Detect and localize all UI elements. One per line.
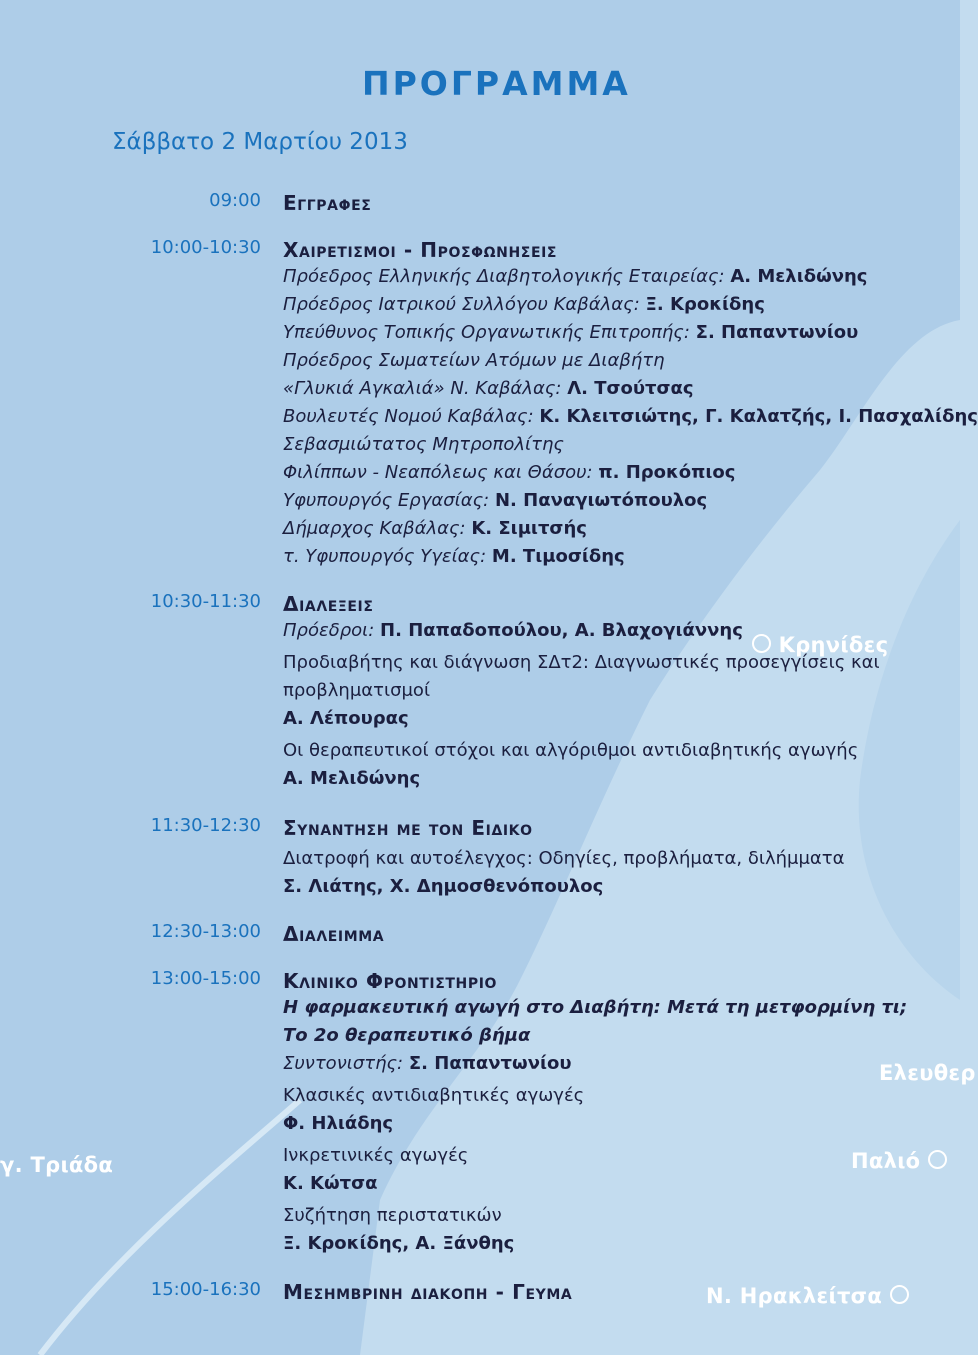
chairs-line: [283, 617, 923, 645]
speaker-role: Υπεύθυνος Τοπικής Οργανωτικής Επιτροπής:: [283, 322, 690, 343]
speaker-name: Λ. Τσούτσας: [567, 378, 694, 399]
talk-title: Οι θεραπευτικοί στόχοι και αλγόριθμοι αντιδιαβητικής αγωγής: [283, 740, 859, 761]
place-label-ag-triada: [0, 1153, 113, 1177]
coordinator-label: Συντονιστής:: [283, 1053, 404, 1074]
speaker-name: Κ. Σιμιτσής: [471, 518, 587, 539]
talk-title: Κλασικές αντιδιαβητικές αγωγές: [283, 1085, 585, 1106]
place-name: γ. Τριάδα: [0, 1153, 114, 1177]
session-title: Χαιρετισμοι - Προσφωνησεις: [283, 238, 558, 262]
talk-title: Ινκρετινικές αγωγές: [283, 1145, 469, 1166]
page-title: ΠΡΟΓΡΑΜΜΑ: [362, 64, 631, 103]
place-name: Παλιό: [851, 1149, 921, 1173]
session-title: Συναντηση με τον Ειδικο: [283, 816, 533, 840]
speaker-role: Υφυπουργός Εργασίας:: [283, 490, 490, 511]
speaker-line: [283, 291, 923, 319]
speaker-name: Ξ. Κροκίδης: [645, 294, 765, 315]
speaker-name: Μ. Τιμοσίδης: [491, 546, 625, 567]
talk-title: Συζήτηση περιστατικών: [283, 1205, 502, 1226]
speaker-line: [283, 487, 923, 515]
coordinator-name: Σ. Παπαντωνίου: [408, 1053, 572, 1074]
speaker-line: [283, 319, 923, 347]
workshop-subtitle: Η φαρμακευτική αγωγή στο Διαβήτη: Μετά τη μετφορμίνη τι;: [283, 997, 908, 1018]
talk-speaker: Ξ. Κροκίδης, Α. Ξάνθης: [283, 1233, 515, 1254]
speaker-line: [283, 347, 923, 375]
talk-title: Διατροφή και αυτοέλεγχος: Οδηγίες, προβλήματα, διλήμματα: [283, 848, 845, 869]
chairs-names: Π. Παπαδοπούλου, Α. Βλαχογιάννης: [380, 620, 743, 641]
talk-speaker: Α. Μελιδώνης: [283, 768, 421, 789]
place-name: Ν. Ηρακλείτσα: [706, 1284, 883, 1308]
speaker-role: «Γλυκιά Αγκαλιά» Ν. Καβάλας:: [283, 378, 562, 399]
speaker-line: [283, 263, 923, 291]
session-title: Μεσημβρινη διακοπη - Γευμα: [283, 1280, 573, 1304]
speaker-role: Φιλίππων - Νεαπόλεως και Θάσου:: [283, 462, 593, 483]
talk-speaker: Κ. Κώτσα: [283, 1173, 378, 1194]
talk-title: Προδιαβήτης και διάγνωση ΣΔτ2: Διαγνωστικές προσεγγίσεις και: [283, 652, 880, 673]
session-time: 11:30-12:30: [150, 815, 261, 836]
session-title: Εγγραφες: [283, 191, 372, 215]
talk-speaker: Σ. Λιάτης, Χ. Δημοσθενόπουλος: [283, 876, 604, 897]
speaker-line: [283, 459, 923, 487]
session-time: 13:00-15:00: [150, 968, 261, 989]
session-title: Κλινικο Φροντιστηριο: [283, 969, 498, 993]
place-name: Ελευθερ: [879, 1061, 976, 1085]
speaker-role: τ. Υφυπουργός Υγείας:: [283, 546, 487, 567]
place-name: Κρηνίδες: [778, 633, 889, 657]
speaker-role: Δήμαρχος Καβάλας:: [283, 518, 466, 539]
speaker-line: [283, 375, 923, 403]
talk-speaker: Α. Λέπουρας: [283, 708, 409, 729]
talk-title: προβληματισμοί: [283, 680, 431, 701]
speaker-role: Πρόεδρος Ιατρικού Συλλόγου Καβάλας:: [283, 294, 640, 315]
speaker-role: Πρόεδρος Ελληνικής Διαβητολογικής Εταιρείας:: [283, 266, 725, 287]
speaker-line: [283, 543, 923, 571]
session-title: Διαλειμμα: [283, 922, 385, 946]
speaker-role: Βουλευτές Νομού Καβάλας:: [283, 406, 534, 427]
speaker-role: Σεβασμιώτατος Μητροπολίτης: [283, 434, 564, 455]
speaker-line: [283, 403, 978, 431]
chairs-label: Πρόεδροι:: [283, 620, 375, 641]
session-time: 12:30-13:00: [150, 921, 261, 942]
session-title: Διαλεξεις: [283, 592, 374, 616]
program-date: Σάββατο 2 Μαρτίου 2013: [112, 129, 408, 155]
talk-speaker: Φ. Ηλιάδης: [283, 1113, 394, 1134]
speaker-name: Σ. Παπαντωνίου: [695, 322, 859, 343]
location-ring-icon: [928, 1150, 947, 1169]
session-time: 10:30-11:30: [150, 591, 261, 612]
speaker-line: [283, 515, 923, 543]
session-time: 15:00-16:30: [150, 1279, 261, 1300]
speaker-line: [283, 431, 923, 459]
speaker-name: Α. Μελιδώνης: [730, 266, 868, 287]
speaker-name: Ν. Παναγιωτόπουλος: [494, 490, 708, 511]
coordinator-line: [283, 1050, 923, 1078]
speaker-role: Πρόεδρος Σωματείων Ατόμων με Διαβήτη: [283, 350, 665, 371]
session-time: 09:00: [209, 190, 261, 211]
speaker-name: π. Προκόπιος: [598, 462, 736, 483]
speaker-name: Κ. Κλειτσιώτης, Γ. Καλατζής, Ι. Πασχαλίδης: [539, 406, 978, 427]
workshop-subtitle: Το 2ο θεραπευτικό βήμα: [283, 1025, 531, 1046]
session-time: 10:00-10:30: [150, 237, 261, 258]
